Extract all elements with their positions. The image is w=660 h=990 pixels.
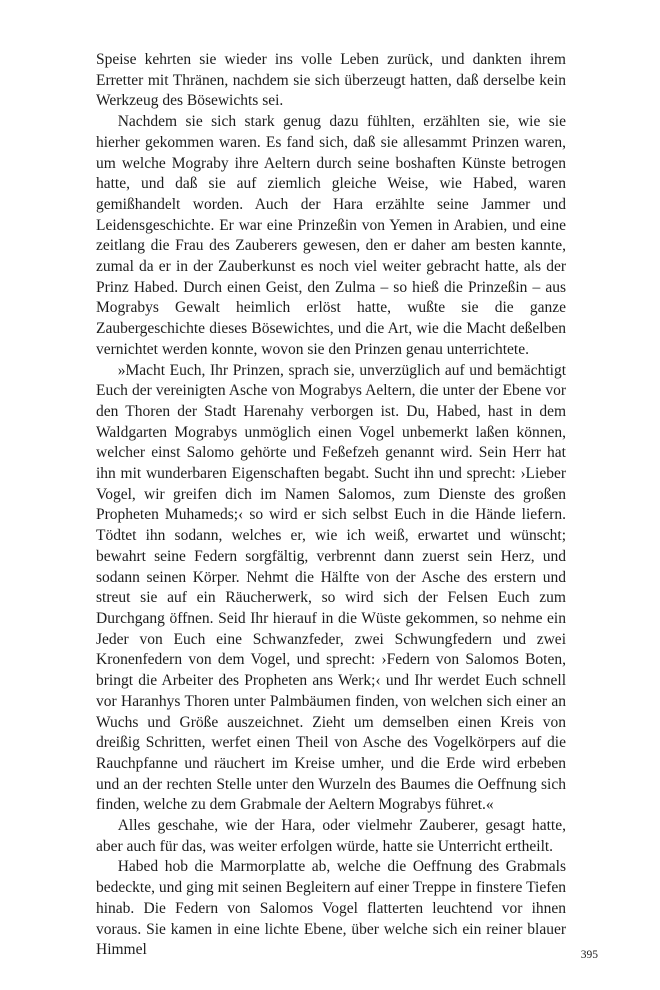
page-number: 395 bbox=[580, 949, 598, 961]
paragraph: Nachdem sie sich stark genug dazu fühlten, erzählten sie, wie sie hierher gekommen waren. Es fand sich, daß sie allesammt Prinzen waren, um welche Mograby ihre Aeltern durch seine boshaften Künste betrogen hatte, und daß sie auf ziemlich gleiche Weise, wie Habed, waren gemißhandelt worden. Auch der Hara erzählte seine Jammer und Leidensgeschichte. Er war eine Prinzeßin von Yemen in Arabien, und eine zeitlang die Frau des Zauberers gewesen, den er daher am besten kannte, zumal da er in der Zauberkunst es noch viel weiter gebracht hatte, als der Prinz Habed. Durch einen Geist, den Zulma – so hieß die Prinzeßin – aus Mograbys Gewalt heimlich erlöst hatte, wußte sie die ganze Zaubergeschichte dieses Bösewichtes, und die Art, wie die Macht deßelben vernichtet werden konnte, wovon sie den Prinzen genau unterrichtete. bbox=[96, 113, 566, 358]
paragraph: »Macht Euch, Ihr Prinzen, sprach sie, unverzüglich auf und bemächtigt Euch der vereinigten Asche von Mograbys Aeltern, die unter der Ebene vor den Thoren der Stadt Harenahy verborgen ist. Du, Habed, hast in dem Waldgarten Mograbys unmöglich einen Vogel unbemerkt laßen können, welcher einst Salomo gehörte und Feßefzeh genannt wird. Sein Herr hat ihn mit wunderbaren Eigenschaften begabt. Sucht ihn und sprecht: ›Lieber Vogel, wir greifen dich im Namen Salomos, zum Dienste des großen Propheten Muhameds;‹ so wird er sich selbst Euch in die Hände liefern. Tödtet ihn sodann, welches er, wie ich weiß, erwartet und wünscht; bewahrt seine Federn sorgfältig, verbrennt dann zuerst sein Herz, und sodann seinen Körper. Nehmt die Hälfte von der Asche des erstern und streut sie auf ein Räucherwerk, so wird sich der Felsen Euch zum Durchgang öffnen. Seid Ihr hierauf in die Wüste gekommen, so nehme ein Jeder von Euch eine Schwanzfeder, zwei Schwungfedern und zwei Kronenfedern von dem Vogel, und sprecht: ›Federn von Salomos Boten, bringt die Arbeiter des Propheten ans Werk;‹ und Ihr werdet Euch schnell vor Haranhys Thoren unter Palmbäumen finden, von welchen sich einer an Wuchs und Größe auszeichnet. Zieht um demselben einen Kreis von dreißig Schritten, werfet einen Theil von Asche des Vogelkörpers auf die Rauchpfanne und räuchert im Kreise umher, und die Erde wird erbeben und an der rechten Stelle unter den Wurzeln des Baumes die Oeffnung sich finden, welche zu dem Grabmale der Aeltern Mograbys führet.« bbox=[96, 361, 566, 814]
page-text-block bbox=[96, 50, 566, 961]
paragraph: Alles geschahe, wie der Hara, oder vielmehr Zauberer, gesagt hatte, aber auch für das, was weiter erfolgen würde, hatte sie Unterricht ertheilt. bbox=[96, 817, 566, 855]
paragraph: Habed hob die Marmorplatte ab, welche die Oeffnung des Grabmals bedeckte, und ging mit seinen Begleitern auf einer Treppe in finstere Tiefen hinab. Die Federn von Salomos Vogel flatterten leuchtend vor ihnen voraus. Sie kamen in eine lichte Ebene, über welche sich ein reiner blauer Himmel bbox=[96, 858, 566, 959]
paragraph: Speise kehrten sie wieder ins volle Leben zurück, und dankten ihrem Erretter mit Thränen, nachdem sie sich überzeugt hatten, daß derselbe kein Werkzeug des Bösewichts sei. bbox=[96, 51, 566, 110]
